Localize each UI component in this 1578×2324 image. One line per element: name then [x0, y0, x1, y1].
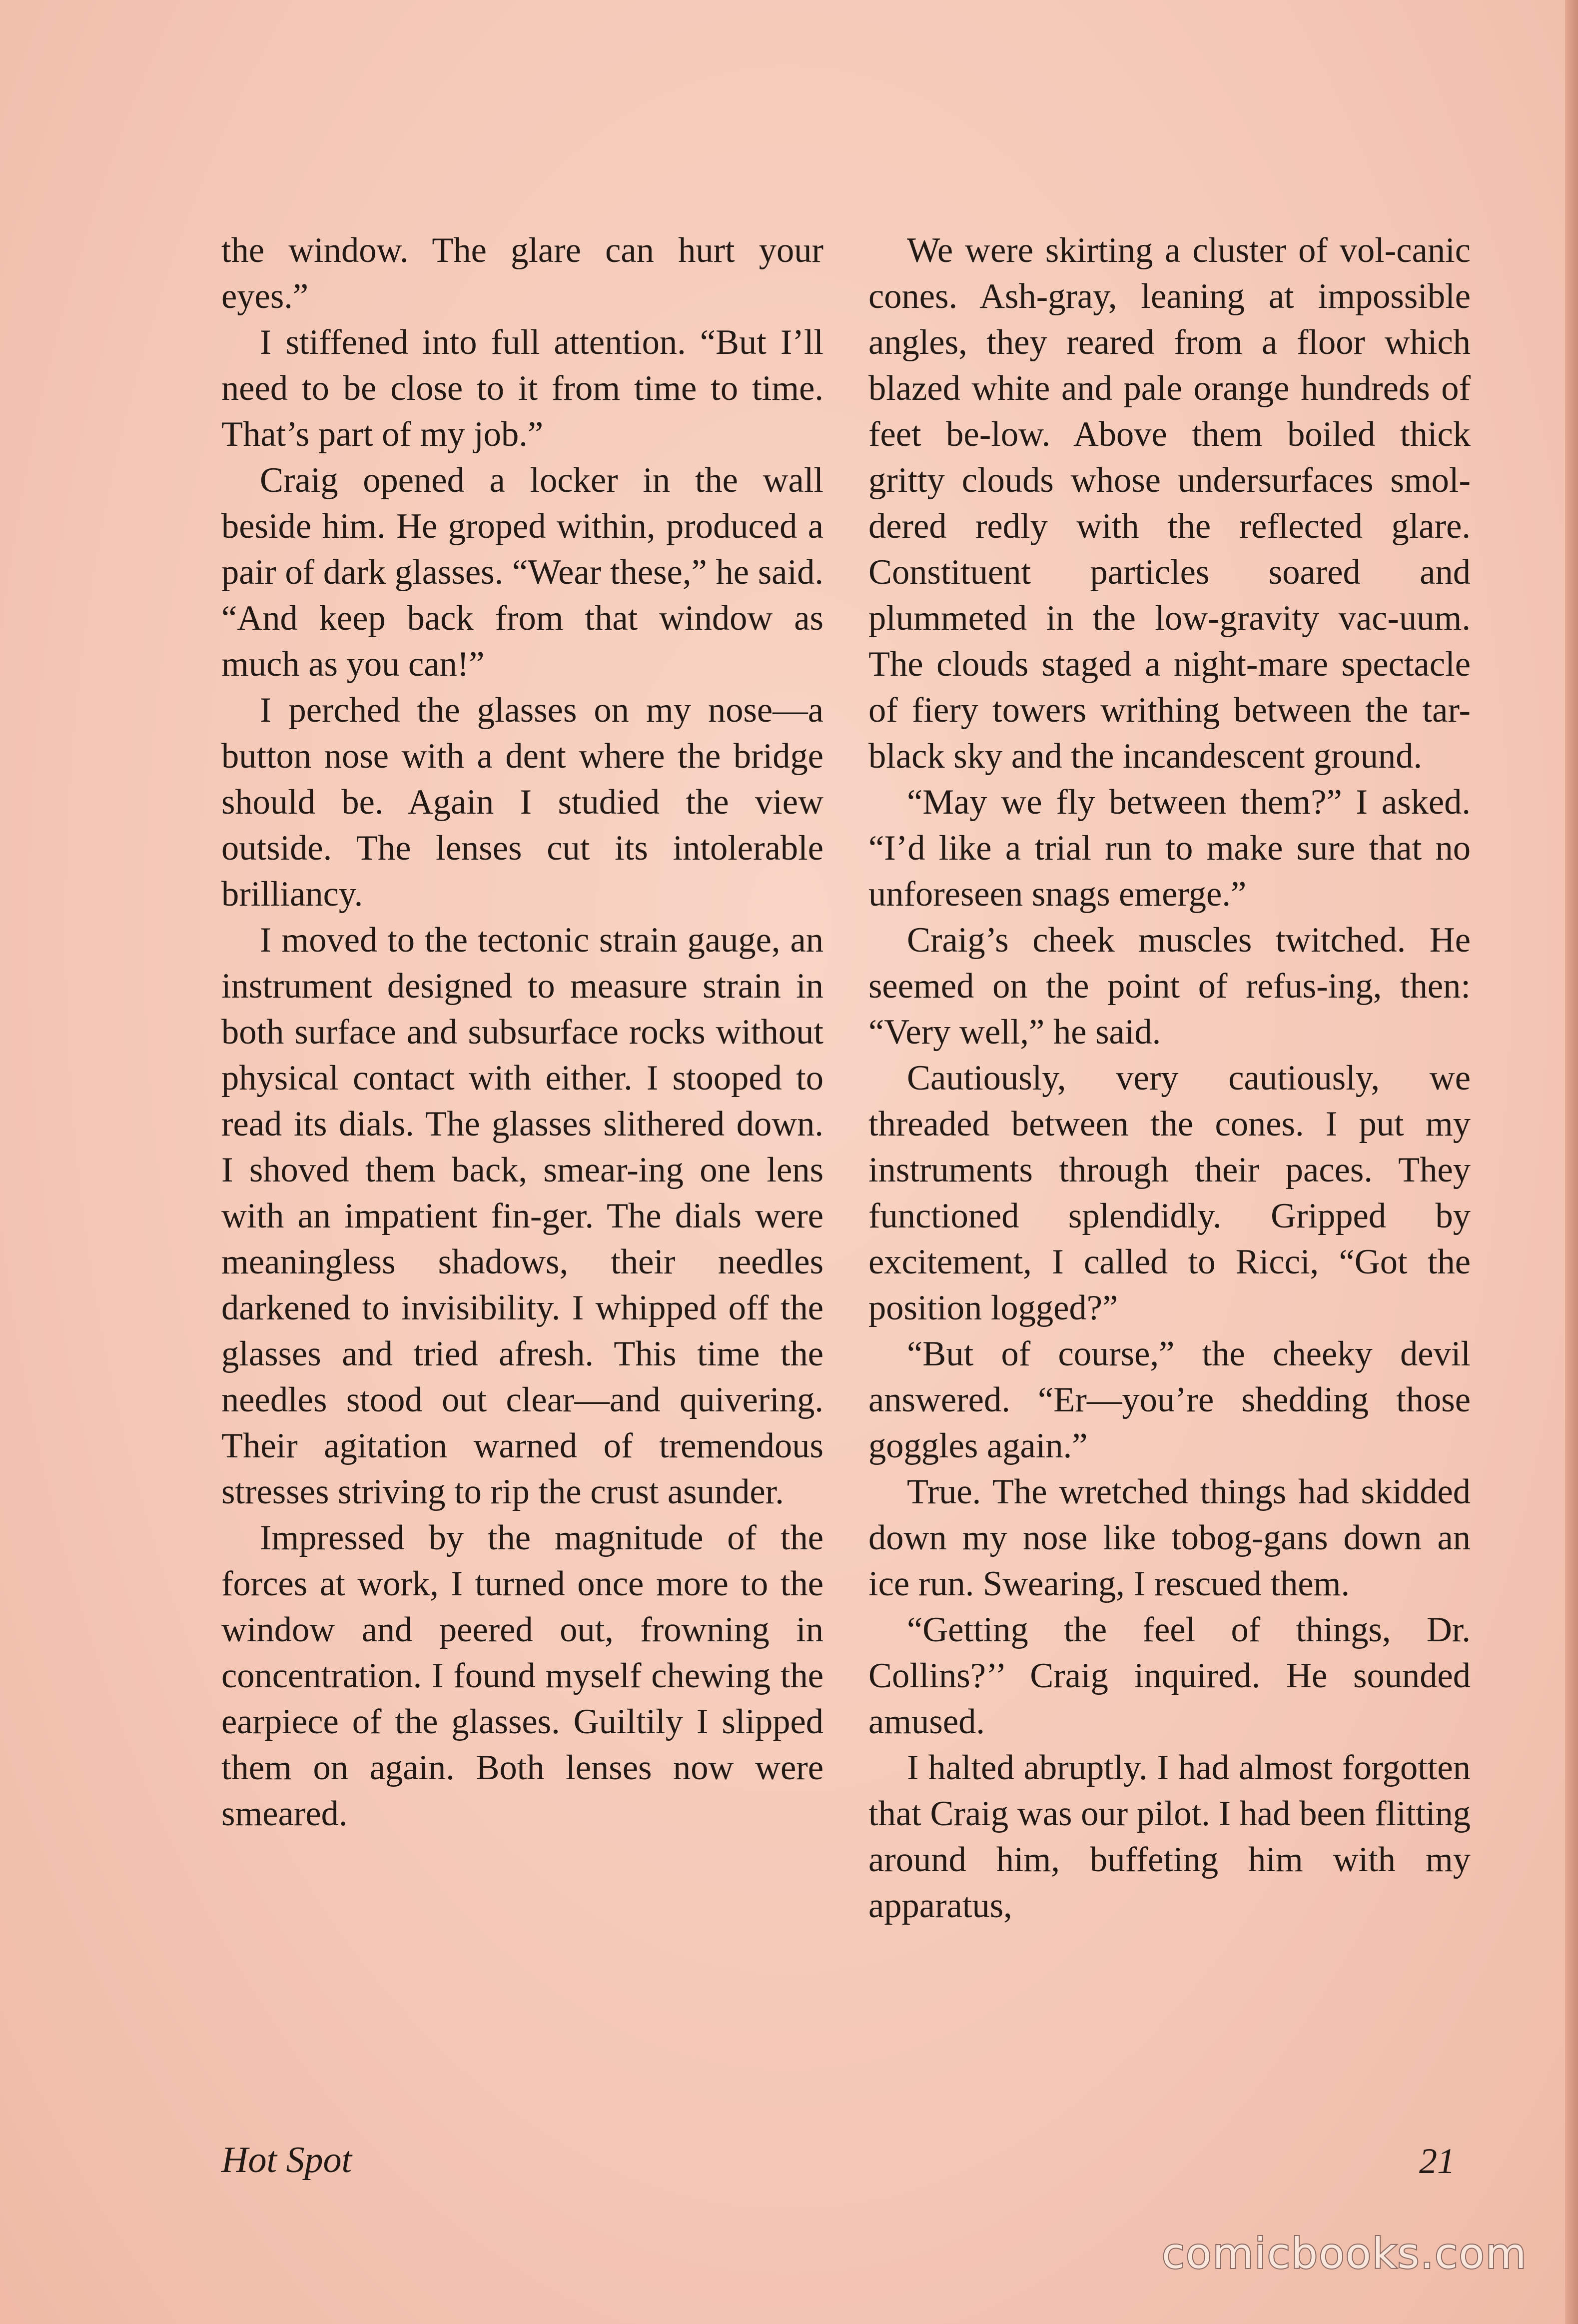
right-text-column [868, 227, 1471, 1929]
page-number: 21 [1419, 2141, 1455, 2181]
left-text-column [221, 227, 823, 1837]
paragraph: We were skirting a cluster of vol-canic cones. Ash-gray, leaning at impossible angles, they reared from a floor which blazed white and pale orange hundreds of feet be-low. Above them boiled thick gritty clouds whose undersurfaces smol-dered redly with the reflected glare. Constituent particles soared and plummeted in the low-gravity vac-uum. The clouds staged a night-mare spectacle of fiery towers writhing between the tar-black sky and the incandescent ground. [868, 231, 1471, 776]
running-title: Hot Spot [221, 2140, 352, 2181]
paragraph: “But of course,” the cheeky devil answered. “Er—you’re shedding those goggles again.” [868, 1334, 1471, 1465]
paragraph: I halted abruptly. I had almost forgotten that Craig was our pilot. I had been flitting around him, buffeting him with my apparatus, [868, 1748, 1471, 1925]
page-edge [1565, 0, 1578, 2324]
watermark: comicbooks.com [1162, 2229, 1528, 2278]
paragraph: I stiffened into full attention. “But I’ll need to be close to it from time to time. That’s part of my job.” [221, 323, 823, 454]
paragraph: I perched the glasses on my nose—a button nose with a dent where the bridge should be. Again I studied the view outside. The lenses cut its intolerable brilliancy. [221, 691, 823, 914]
paragraph: I moved to the tectonic strain gauge, an instrument designed to measure strain in both surface and subsurface rocks without physical contact with either. I stooped to read its dials. The glasses slithered down. I shoved them back, smear-ing one lens with an impatient fin-ger. The dials were meaningless shadows, their needles darkened to invisibility. I whipped off the glasses and tried afresh. This time the needles stood out clear—and quivering. Their agitation warned of tremendous stresses striving to rip the crust asunder. [221, 921, 823, 1511]
paragraph: the window. The glare can hurt your eyes.” [221, 231, 823, 316]
paragraph: Craig opened a locker in the wall beside him. He groped within, produced a pair of dark glasses. “Wear these,” he said. “And keep back from that window as much as you can!” [221, 461, 823, 684]
paragraph: True. The wretched things had skidded down my nose like tobog-gans down an ice run. Swearing, I rescued them. [868, 1472, 1471, 1603]
paragraph: Cautiously, very cautiously, we threaded between the cones. I put my instruments through their paces. They functioned splendidly. Gripped by excitement, I called to Ricci, “Got the position logged?” [868, 1059, 1471, 1327]
paragraph: Impressed by the magnitude of the forces at work, I turned once more to the window and peered out, frowning in concentration. I found myself chewing the earpiece of the glasses. Guiltily I slipped them on again. Both lenses now were smeared. [221, 1518, 823, 1833]
paragraph: Craig’s cheek muscles twitched. He seemed on the point of refus-ing, then: “Very well,” he said. [868, 921, 1471, 1052]
paragraph: “May we fly between them?” I asked. “I’d like a trial run to make sure that no unforeseen snags emerge.” [868, 783, 1471, 914]
paragraph: “Getting the feel of things, Dr. Collins?’’ Craig inquired. He sounded amused. [868, 1610, 1471, 1741]
